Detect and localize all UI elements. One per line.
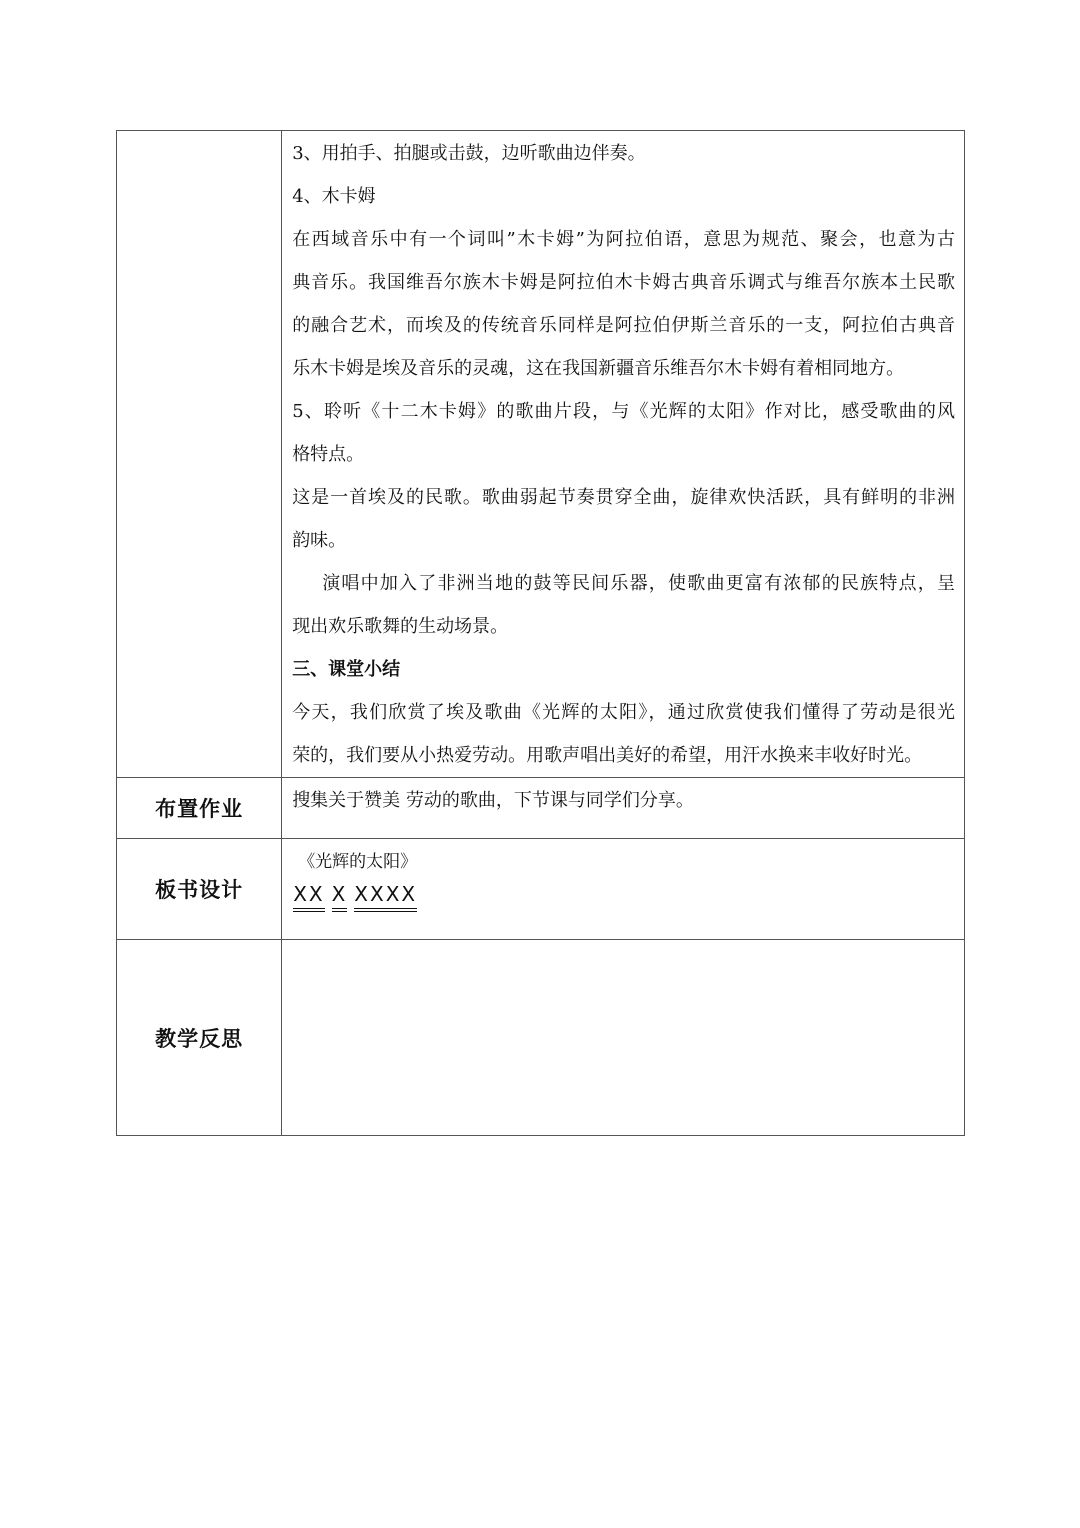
muqam-paragraph-line: 乐木卡姆是埃及音乐的灵魂，这在我国新疆音乐维吾尔木卡姆有着相同地方。: [292, 358, 905, 379]
rhythm-notation: [292, 881, 955, 912]
muqam-paragraph-line: 的融合艺术，而埃及的传统音乐同样是阿拉伯伊斯兰音乐的一支，阿拉伯古典音: [292, 315, 955, 336]
rhythm-group: X: [332, 881, 348, 912]
performance-description-line: 演唱中加入了非洲当地的鼓等民间乐器，使歌曲更富有浓郁的民族特点，呈: [322, 573, 955, 594]
step-5-line: 格特点。: [292, 444, 365, 465]
teaching-process-label-cell: [117, 131, 282, 778]
song-description-line: 这是一首埃及的民歌。歌曲弱起节奏贯穿全曲，旋律欢快活跃，具有鲜明的非洲: [292, 487, 955, 508]
class-summary-heading: 三、课堂小结: [292, 659, 401, 680]
homework-label: 布置作业: [117, 778, 282, 839]
reflection-row: [117, 940, 965, 1136]
lesson-plan-table: [116, 130, 965, 1136]
step-3-line: 3、用拍手、拍腿或击鼓，边听歌曲边伴奏。: [292, 143, 646, 164]
rhythm-group: XXXX: [354, 881, 417, 912]
board-song-title: 《光辉的太阳》: [298, 852, 418, 872]
step-4-heading: 4、木卡姆: [292, 186, 376, 207]
reflection-label: 教学反思: [117, 940, 282, 1136]
rhythm-group: XX: [293, 881, 324, 912]
step-5-line: 5、聆听《十二木卡姆》的歌曲片段，与《光辉的太阳》作对比，感受歌曲的风: [292, 401, 955, 422]
teaching-process-content: [282, 131, 965, 778]
muqam-paragraph-line: 典音乐。我国维吾尔族木卡姆是阿拉伯木卡姆古典音乐调式与维吾尔族本土民歌: [292, 272, 955, 293]
board-design-row: [117, 839, 965, 940]
board-design-label: 板书设计: [117, 839, 282, 940]
reflection-content: [282, 940, 965, 1136]
song-description-line: 韵味。: [292, 530, 347, 551]
performance-description-line: 现出欢乐歌舞的生动场景。: [292, 616, 509, 637]
teaching-process-row: [117, 131, 965, 778]
board-design-content: [282, 839, 965, 940]
class-summary-line: 今天，我们欣赏了埃及歌曲《光辉的太阳》，通过欣赏使我们懂得了劳动是很光: [292, 702, 955, 723]
homework-content: [282, 778, 965, 839]
class-summary-line: 荣的，我们要从小热爱劳动。用歌声唱出美好的希望，用汗水换来丰收好时光。: [292, 745, 923, 766]
muqam-paragraph-line: 在西域音乐中有一个词叫”木卡姆”为阿拉伯语，意思为规范、聚会，也意为古: [292, 229, 955, 250]
homework-text: 搜集关于赞美 劳动的歌曲，下节课与同学们分享。: [292, 790, 694, 811]
homework-row: [117, 778, 965, 839]
